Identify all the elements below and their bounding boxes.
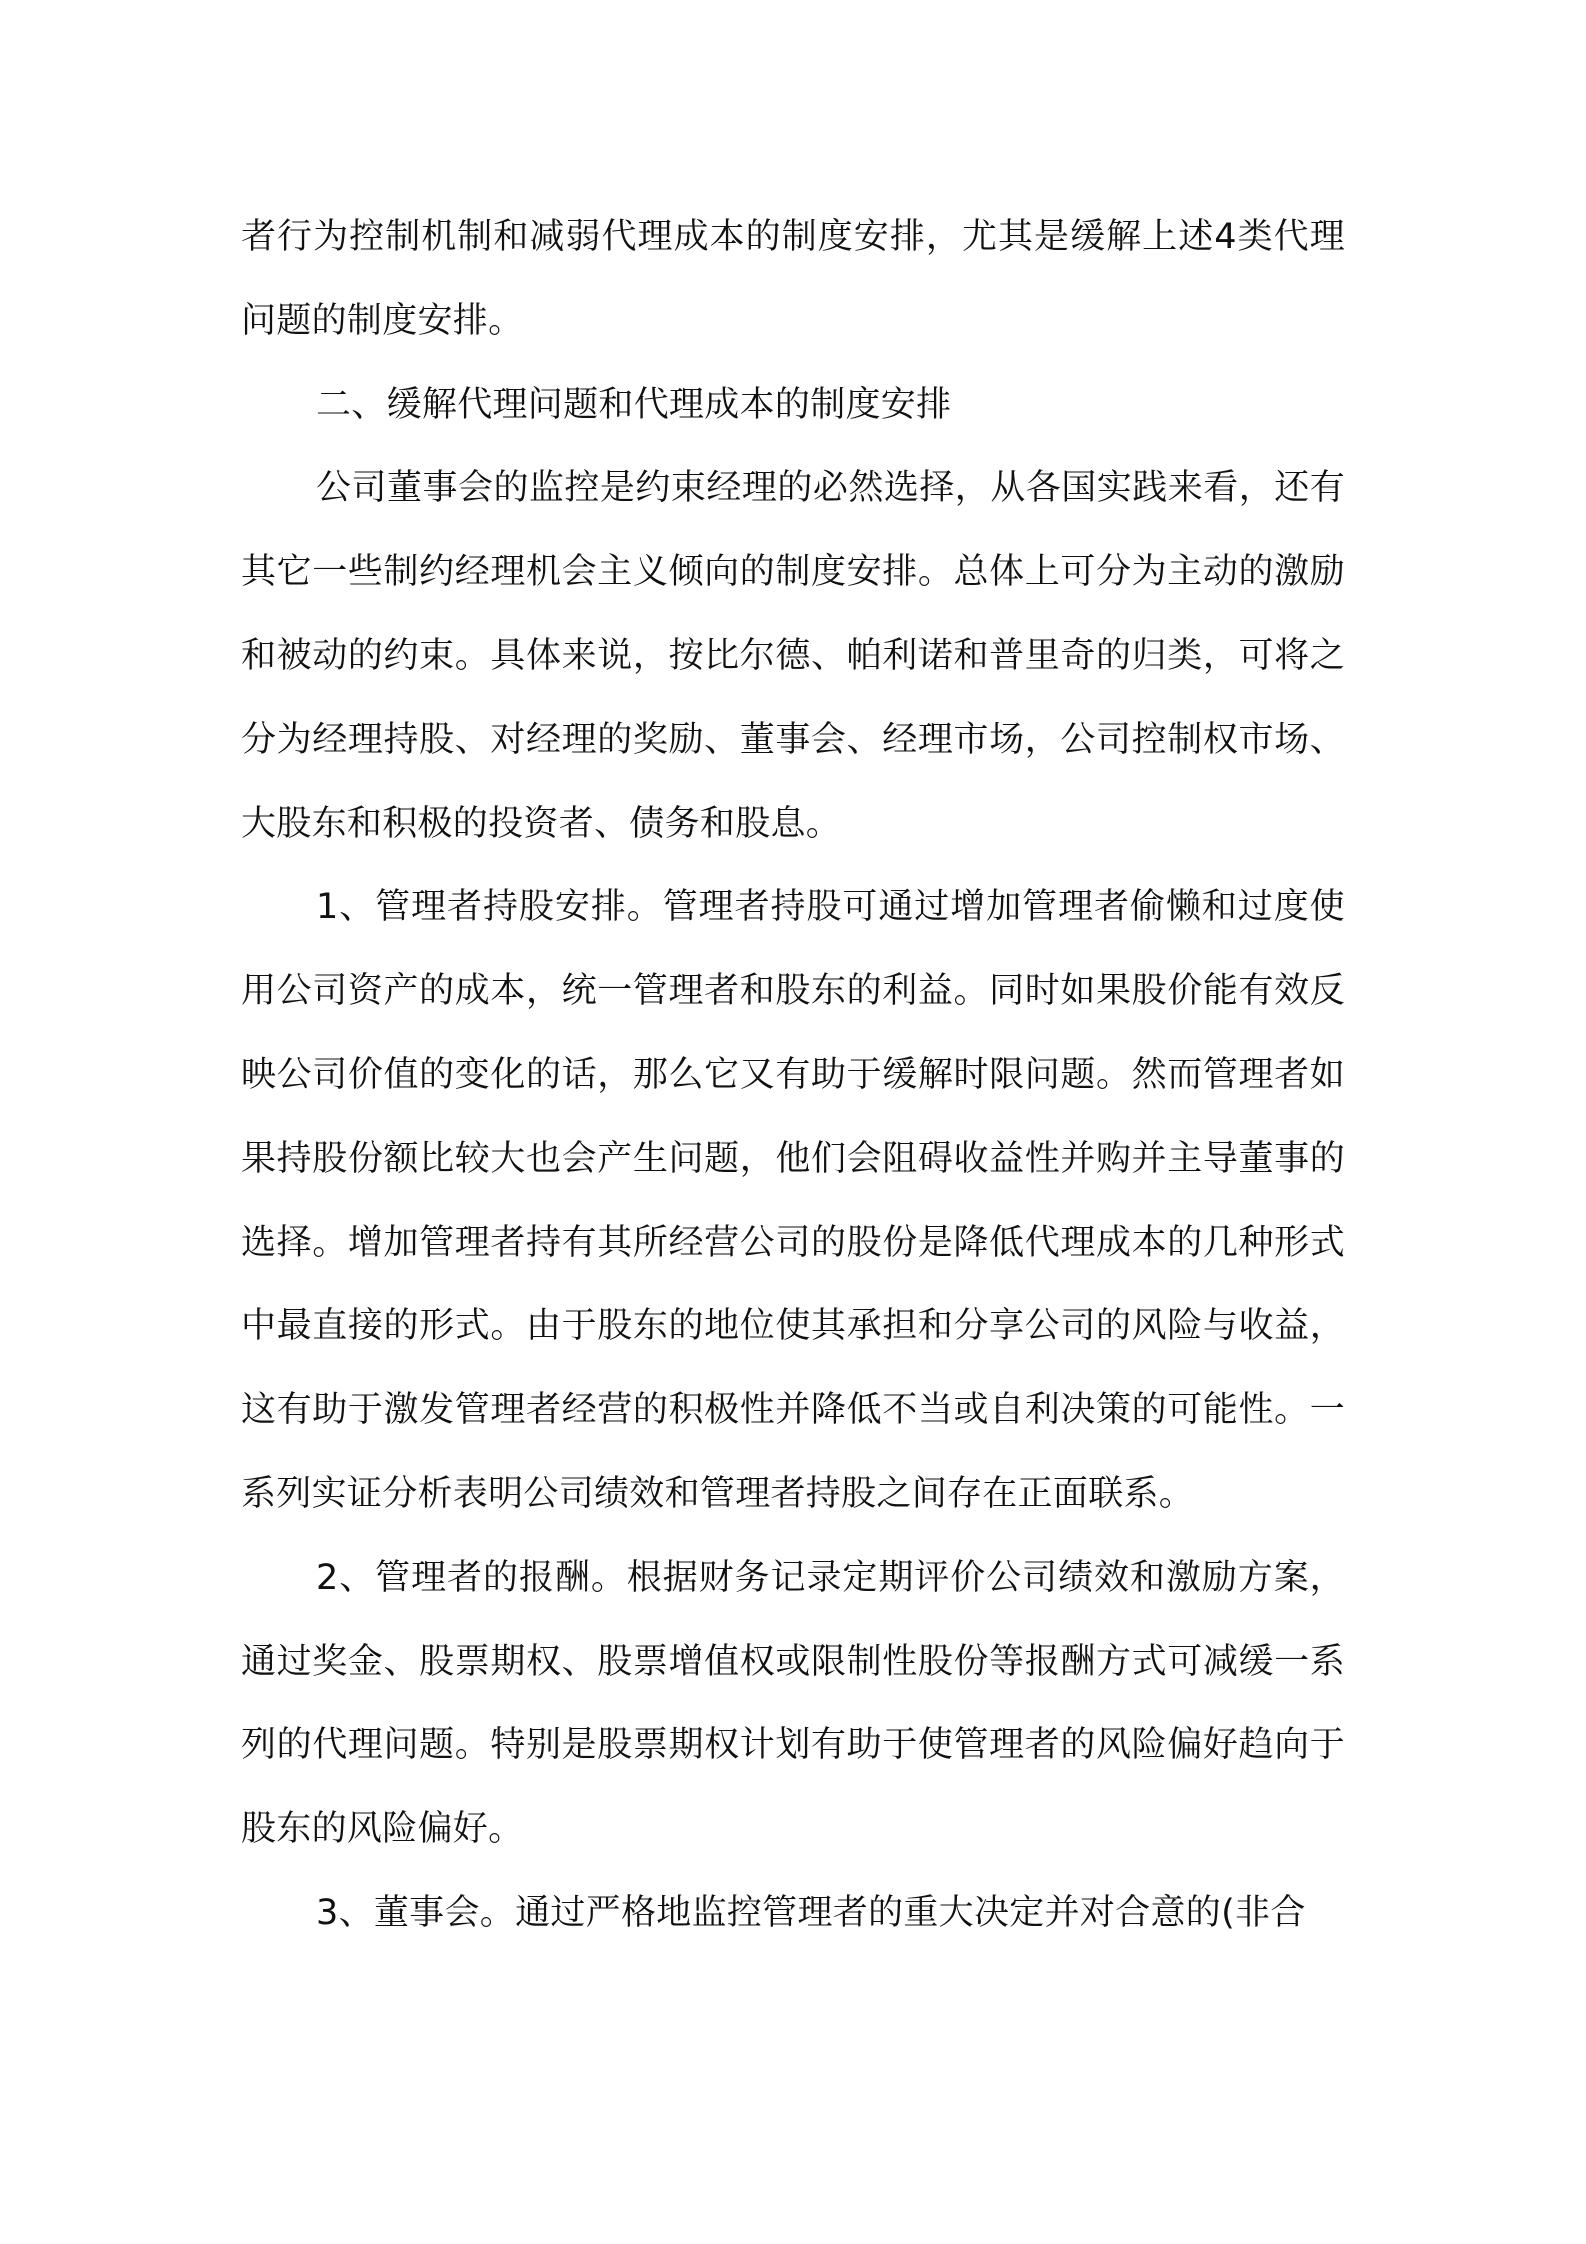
paragraph-continuation: 者行为控制机制和减弱代理成本的制度安排，尤其是缓解上述4类代理问题的制度安排。	[241, 217, 1345, 341]
paragraph-manager-compensation: 2、管理者的报酬。根据财务记录定期评价公司绩效和激励方案，通过奖金、股票期权、股票增值权或限制性股份等报酬方式可减缓一系列的代理问题。特别是股票期权计划有助于使管理者的风险偏好趋向于股东的风险偏好。	[241, 1557, 1345, 1850]
paragraph-board-of-directors: 3、董事会。通过严格地监控管理者的重大决定并对合意的(非合	[316, 1892, 1306, 1933]
document-body	[241, 196, 1345, 1956]
paragraph-board-supervision: 公司董事会的监控是约束经理的必然选择，从各国实践来看，还有其它一些制约经理机会主义倾向的制度安排。总体上可分为主动的激励和被动的约束。具体来说，按比尔德、帕利诺和普里奇的归类，可将之分为经理持股、对经理的奖励、董事会、经理市场，公司控制权市场、大股东和积极的投资者、债务和股息。	[241, 468, 1345, 844]
paragraph-manager-shareholding: 1、管理者持股安排。管理者持股可通过增加管理者偷懒和过度使用公司资产的成本，统一管理者和股东的利益。同时如果股价能有效反映公司价值的变化的话，那么它又有助于缓解时限问题。然而管理者如果持股份额比较大也会产生问题，他们会阻碍收益性并购并主导董事的选择。增加管理者持有其所经营公司的股份是降低代理成本的几种形式中最直接的形式。由于股东的地位使其承担和分享公司的风险与收益，这有助于激发管理者经营的积极性并降低不当或自利决策的可能性。一系列实证分析表明公司绩效和管理者持股之间存在正面联系。	[241, 887, 1345, 1514]
section-heading: 二、缓解代理问题和代理成本的制度安排	[316, 384, 952, 425]
